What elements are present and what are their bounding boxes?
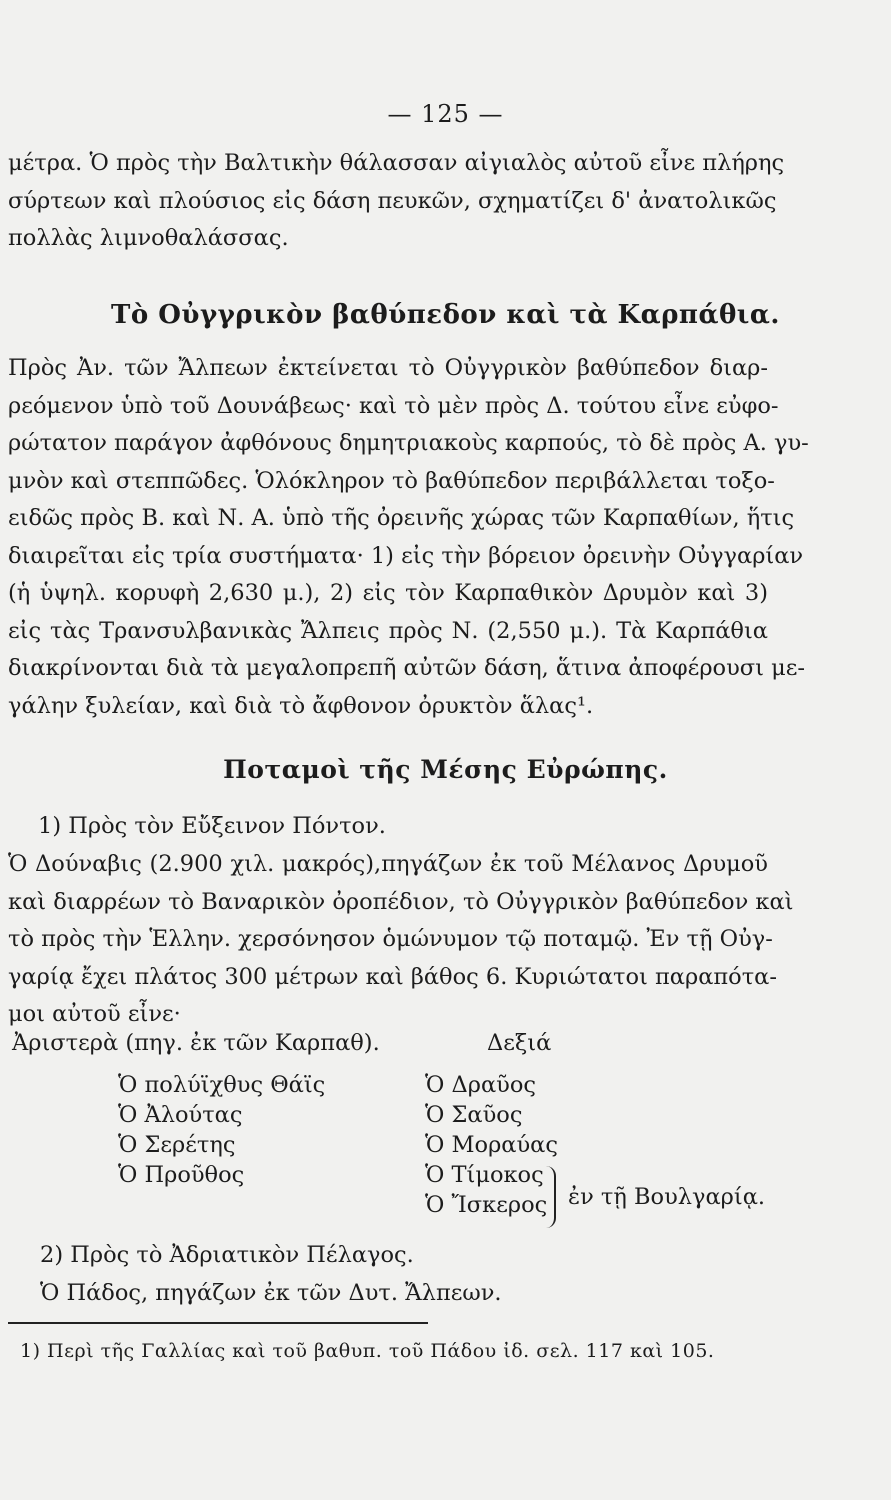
page-number: — 125 — — [387, 100, 504, 128]
list-item: Ὁ Τίμοκος — [425, 1162, 544, 1188]
text-line: διακρίνονται διὰ τὰ μεγαλοπρεπῆ αὐτῶν δάση, ἅτινα ἀποφέρουσι με- — [8, 655, 805, 681]
text-line: ἐν τῇ Βουλγαρίᾳ. — [568, 1184, 766, 1210]
list-item: Ὁ Σερέτης — [118, 1132, 236, 1158]
text-line: μέτρα. Ὁ πρὸς τὴν Βαλτικὴν θάλασσαν αἰγιαλὸς αὐτοῦ εἶνε πλήρης — [8, 150, 785, 176]
list-item: Ὁ πολύϊχθυς Θάϊς — [118, 1072, 326, 1098]
right-tributaries-list — [425, 1070, 558, 1220]
paragraph-1 — [8, 145, 785, 258]
text-line: τὸ πρὸς τὴν Ἑλλην. χερσόνησον ὁμώνυμον τῷ ποταμῷ. Ἐν τῇ Οὐγ- — [8, 926, 773, 952]
list-item: Ὁ Ἀλούτας — [118, 1102, 243, 1128]
text-line: 2) Πρὸς τὸ Ἀδριατικὸν Πέλαγος. — [40, 1242, 414, 1268]
bulgaria-note — [568, 1182, 765, 1212]
footnote: 1) Περὶ τῆς Γαλλίας καὶ τοῦ βαθυπ. τοῦ Πάδου ἰδ. σελ. 117 καὶ 105. — [20, 1340, 715, 1362]
text-line: πολλὰς λιμνοθαλάσσας. — [8, 225, 289, 251]
text-line: Ἀριστερὰ (πηγ. ἐκ τῶν Καρπαθ). — [12, 1030, 380, 1056]
text-line: μοι αὐτοῦ εἶνε· — [8, 1001, 181, 1027]
text-line: γαρίᾳ ἔχει πλάτος 300 μέτρων καὶ βάθος 6. Κυριώτατοι παραπότα- — [8, 963, 777, 990]
text-line: σύρτεων καὶ πλούσιος εἰς δάση πευκῶν, σχηματίζει δ' ἀνατολικῶς — [8, 187, 777, 214]
paragraph-3 — [8, 846, 794, 1034]
list-item: Ὁ Δραῦος — [425, 1072, 536, 1098]
list-item: Ὁ Ἴσκερος — [425, 1192, 548, 1218]
heading-rivers: Ποταμοὶ τῆς Μέσης Εὐρώπης. — [223, 755, 668, 784]
brace — [540, 1166, 556, 1228]
footnote-rule — [8, 1322, 428, 1324]
list-item: Ὁ Προῦθος — [118, 1162, 245, 1188]
text-line: ρώτατον παράγον ἀφθόνους δημητριακοὺς καρπούς, τὸ δὲ πρὸς Α. γυ- — [8, 430, 809, 456]
text-line: (ἡ ὑψηλ. κορυφὴ 2,630 μ.), 2) εἰς τὸν Καρπαθικὸν Δρυμὸν καὶ 3) — [8, 580, 768, 606]
text-line: Ὁ Πάδος, πηγάζων ἐκ τῶν Δυτ. Ἄλπεων. — [40, 1280, 502, 1306]
text-line: ειδῶς πρὸς Β. καὶ Ν. Α. ὑπὸ τῆς ὀρεινῆς χώρας τῶν Καρπαθίων, ἥτις — [8, 505, 795, 531]
text-line: Δεξιά — [487, 1030, 552, 1056]
text-line: εἰς τὰς Τρανσυλβανικὰς Ἄλπεις πρὸς Ν. (2,550 μ.). Τὰ Καρπάθια — [8, 617, 768, 644]
list-item: Ὁ Σαῦος — [425, 1102, 523, 1128]
left-tributaries-header — [12, 1028, 380, 1058]
text-line: καὶ διαρρέων τὸ Βαναρικὸν ὀροπέδιον, τὸ Οὐγγρικὸν βαθύπεδον καὶ — [8, 888, 794, 915]
paragraph-4 — [40, 1278, 600, 1308]
text-line: 1) Πρὸς τὸν Εὔξεινον Πόντον. — [38, 813, 386, 839]
text-line: ρεόμενον ὑπὸ τοῦ Δουνάβεως· καὶ τὸ μὲν πρὸς Δ. τούτου εἶνε εὐφο- — [8, 392, 779, 419]
left-tributaries-list — [118, 1070, 325, 1190]
heading-hungarian-plain: Τὸ Οὐγγρικὸν βαθύπεδον καὶ τὰ Καρπάθια. — [111, 300, 780, 330]
text-line: μνὸν καὶ στεππῶδες. Ὁλόκληρον τὸ βαθύπεδον περιβάλλεται τοξο- — [8, 467, 775, 494]
right-tributaries-header — [487, 1028, 551, 1058]
list-item: Ὁ Μοραύας — [425, 1132, 558, 1158]
section-2-title — [40, 1240, 414, 1270]
paragraph-2 — [8, 350, 809, 725]
text-line: γάλην ξυλείαν, καὶ διὰ τὸ ἄφθονον ὀρυκτὸν ἅλας¹. — [8, 692, 594, 719]
text-line: Ὁ Δούναβις (2.900 χιλ. μακρός),πηγάζων ἐκ τοῦ Μέλανος Δρυμοῦ — [8, 851, 768, 877]
text-line: Πρὸς Ἀν. τῶν Ἄλπεων ἐκτείνεται τὸ Οὐγγρικὸν βαθύπεδον διαρ- — [8, 355, 768, 381]
section-1-title — [38, 808, 738, 846]
text-line: διαιρεῖται εἰς τρία συστήματα· 1) εἰς τὴν βόρειον ὀρεινὴν Οὐγγαρίαν — [8, 542, 804, 569]
